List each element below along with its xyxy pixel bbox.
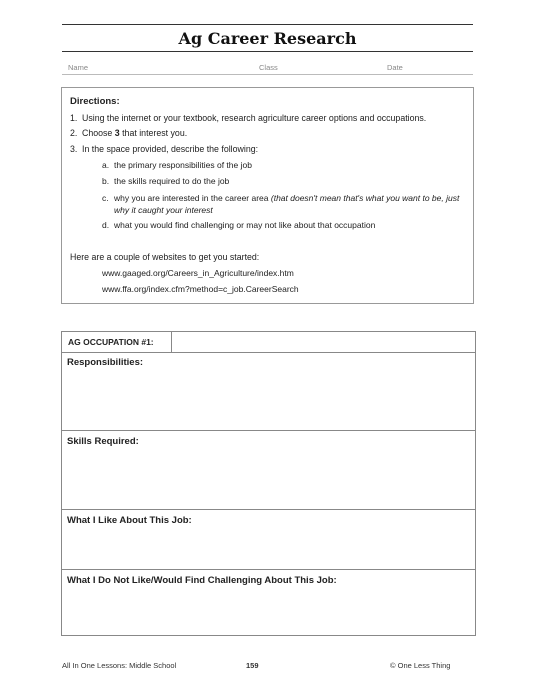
page-number: 159 [246, 661, 259, 670]
subitem-c: c. why you are interested in the career area (that doesn't mean that's what you want to be, just [102, 193, 460, 203]
website-link-1[interactable]: www.gaaged.org/Careers_in_Agriculture/index.htm [102, 268, 294, 278]
website-link-2[interactable]: www.ffa.org/index.cfm?method=c_job.CareerSearch [102, 284, 299, 294]
class-field-label[interactable]: Class [259, 63, 278, 72]
likes-section[interactable] [62, 510, 475, 570]
name-field-label[interactable]: Name [68, 63, 89, 72]
footer-right: © One Less Thing [390, 661, 451, 670]
subitem-d: d. what you would find challenging or may not like about that occupation [102, 220, 376, 230]
occupation-table [61, 331, 476, 636]
occupation-name-field[interactable] [172, 332, 475, 352]
subitem-a: a. the primary responsibilities of the job [102, 160, 252, 170]
directions-heading: Directions: [70, 96, 120, 107]
title-rule [62, 51, 473, 52]
websites-intro: Here are a couple of websites to get you started: [70, 252, 260, 262]
occupation-header-row [62, 332, 475, 353]
direction-item-3: 3. In the space provided, describe the following: [70, 144, 259, 154]
dislikes-section[interactable] [62, 570, 475, 635]
directions-box [61, 87, 474, 304]
responsibilities-label: Responsibilities: [67, 357, 144, 368]
date-field-label[interactable]: Date [387, 63, 403, 72]
student-info-row [62, 63, 473, 75]
footer-left: All In One Lessons: Middle School [62, 661, 177, 670]
direction-item-1: 1. Using the internet or your textbook, research agriculture career options and occupations. [70, 113, 427, 123]
subitem-b: b. the skills required to do the job [102, 176, 230, 186]
occupation-label: AG OCCUPATION #1: [62, 332, 172, 352]
subitem-c-continued: why it caught your interest [114, 205, 213, 215]
responsibilities-section[interactable] [62, 352, 475, 431]
direction-item-2: 2. Choose 3 that interest you. [70, 128, 188, 138]
dislikes-label: What I Do Not Like/Would Find Challenging About This Job: [67, 575, 337, 586]
skills-label: Skills Required: [67, 436, 139, 447]
page-title: Ag Career Research [178, 29, 357, 48]
likes-label: What I Like About This Job: [67, 515, 192, 526]
top-rule [62, 24, 473, 25]
skills-section[interactable] [62, 431, 475, 510]
